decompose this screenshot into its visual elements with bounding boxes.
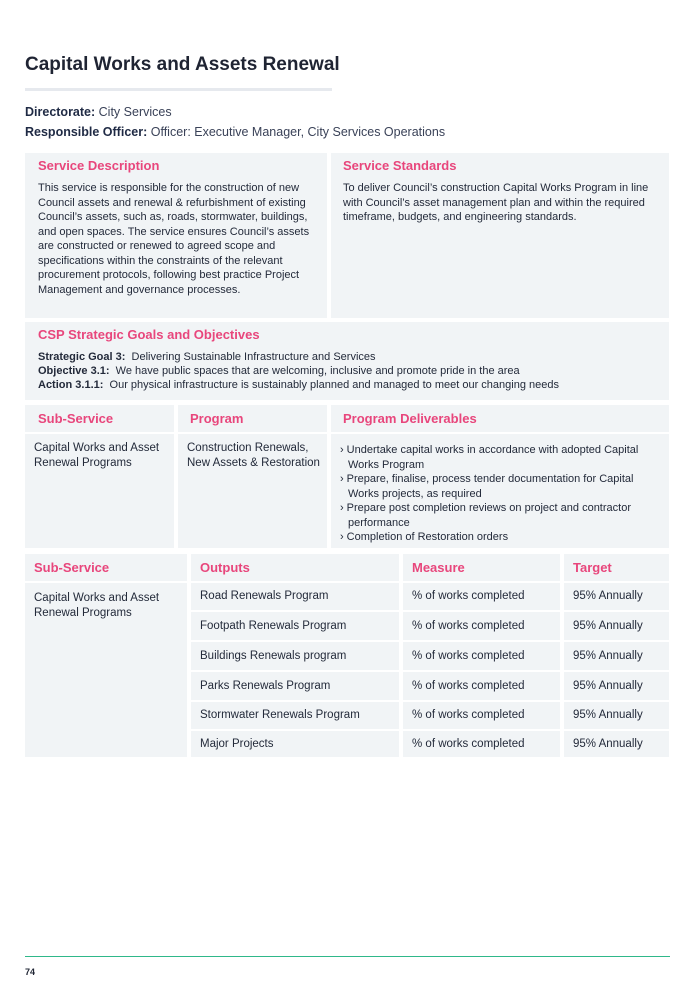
table-row: [191, 612, 399, 640]
output-text: Major Projects: [200, 738, 274, 750]
strategic-goal-label: Strategic Goal 3:: [38, 351, 126, 363]
header-label: Target: [573, 560, 612, 575]
table-row: [191, 642, 399, 670]
chevron-right-icon: ›: [340, 444, 344, 456]
header-label: Measure: [412, 560, 465, 575]
target-text: 95% Annually: [573, 680, 643, 692]
outputs-table-subservice-cell: [25, 583, 187, 757]
table-row: [191, 731, 399, 757]
program-table-header-subservice: [25, 405, 174, 432]
action-line: [38, 378, 663, 393]
table-row: [564, 731, 669, 757]
measure-text: % of works completed: [412, 590, 525, 602]
target-text: 95% Annually: [573, 590, 643, 602]
service-description-heading: Service Description: [38, 158, 160, 173]
table-row: [564, 702, 669, 729]
subservice-text: Capital Works and Asset Renewal Programs: [34, 442, 160, 469]
deliverables-list: [340, 443, 660, 545]
table-row: [564, 672, 669, 700]
service-description-box: [25, 153, 327, 318]
target-text: 95% Annually: [573, 650, 643, 662]
list-item: [340, 443, 660, 472]
header-label: Sub-Service: [34, 560, 110, 575]
header-label: Program: [190, 411, 244, 426]
output-text: Road Renewals Program: [200, 590, 329, 602]
directorate-value: City Services: [98, 105, 172, 119]
program-table-program-cell: [178, 434, 327, 548]
service-standards-heading: Service Standards: [343, 158, 457, 173]
program-text: Construction Renewals, New Assets & Restoration: [187, 442, 320, 469]
csp-goals-box: [25, 322, 669, 400]
deliverable-text: Prepare post completion reviews on project and contractor performance: [346, 502, 631, 529]
objective-label: Objective 3.1:: [38, 365, 110, 377]
strategic-goal-text: Delivering Sustainable Infrastructure and Services: [131, 351, 376, 363]
measure-text: % of works completed: [412, 709, 525, 721]
objective-line: [38, 364, 663, 379]
list-item: [340, 472, 660, 501]
directorate-label: Directorate:: [25, 105, 96, 119]
header-label: Outputs: [200, 560, 250, 575]
list-item: [340, 501, 660, 530]
measure-text: % of works completed: [412, 738, 525, 750]
outputs-table-header-measure: [403, 554, 560, 581]
page-title: Capital Works and Assets Renewal: [25, 54, 340, 75]
officer-line: [25, 125, 445, 139]
footer-divider: [25, 956, 670, 957]
deliverable-text: Completion of Restoration orders: [346, 531, 509, 543]
outputs-table-header-subservice: [25, 554, 187, 581]
table-row: [403, 731, 560, 757]
csp-heading: CSP Strategic Goals and Objectives: [38, 327, 260, 342]
measure-text: % of works completed: [412, 650, 525, 662]
table-row: [191, 583, 399, 610]
measure-text: % of works completed: [412, 620, 525, 632]
list-item: [340, 530, 660, 545]
action-label: Action 3.1.1:: [38, 379, 104, 391]
officer-label: Responsible Officer:: [25, 125, 148, 139]
table-row: [564, 612, 669, 640]
chevron-right-icon: ›: [340, 473, 344, 485]
deliverable-text: Prepare, finalise, process tender documentation for Capital Works projects, as required: [346, 473, 634, 500]
service-standards-box: [331, 153, 669, 318]
service-standards-text: To deliver Council’s construction Capital Works Program in line with Council’s asset management plan and within the required timeframe, budgets, and engineering standards.: [343, 182, 649, 223]
table-row: [564, 642, 669, 670]
table-row: [403, 583, 560, 610]
page-number: 74: [25, 967, 36, 977]
table-row: [403, 702, 560, 729]
directorate-line: [25, 105, 172, 119]
title-underline: [25, 88, 332, 91]
table-row: [403, 612, 560, 640]
table-row: [191, 672, 399, 700]
header-label: Sub-Service: [38, 411, 114, 426]
strategic-goal-line: [38, 350, 663, 365]
header-label: Program Deliverables: [343, 411, 477, 426]
outputs-table-header-target: [564, 554, 669, 581]
output-text: Buildings Renewals program: [200, 650, 347, 662]
deliverable-text: Undertake capital works in accordance with adopted Capital Works Program: [346, 444, 639, 471]
outputs-table-header-outputs: [191, 554, 399, 581]
chevron-right-icon: ›: [340, 502, 344, 514]
target-text: 95% Annually: [573, 709, 643, 721]
output-text: Stormwater Renewals Program: [200, 709, 360, 721]
table-row: [564, 583, 669, 610]
officer-value: Officer: Executive Manager, City Services Operations: [150, 125, 446, 139]
program-table-deliverables-cell: [331, 434, 669, 548]
chevron-right-icon: ›: [340, 531, 344, 543]
table-row: [191, 702, 399, 729]
action-text: Our physical infrastructure is sustainably planned and managed to meet our changing needs: [109, 379, 559, 391]
program-table-subservice-cell: [25, 434, 174, 548]
program-table-header-program: [178, 405, 327, 432]
output-text: Footpath Renewals Program: [200, 620, 347, 632]
objective-text: We have public spaces that are welcoming, inclusive and promote pride in the area: [115, 365, 520, 377]
table-row: [403, 642, 560, 670]
subservice-text: Capital Works and Asset Renewal Programs: [34, 592, 160, 619]
measure-text: % of works completed: [412, 680, 525, 692]
target-text: 95% Annually: [573, 620, 643, 632]
service-description-text: This service is responsible for the construction of new Council assets and renewal & refurbishment of existing Council’s assets, such as, roads, stormwater, buildings, and open spaces. The service ensures Council’s assets are constructed or renewed to agreed scope and specifications within the constraints of the relevant procurement protocols, following best practice Project Management and governance processes.: [38, 182, 310, 296]
program-table-header-deliverables: [331, 405, 669, 432]
output-text: Parks Renewals Program: [200, 680, 331, 692]
table-row: [403, 672, 560, 700]
target-text: 95% Annually: [573, 738, 643, 750]
